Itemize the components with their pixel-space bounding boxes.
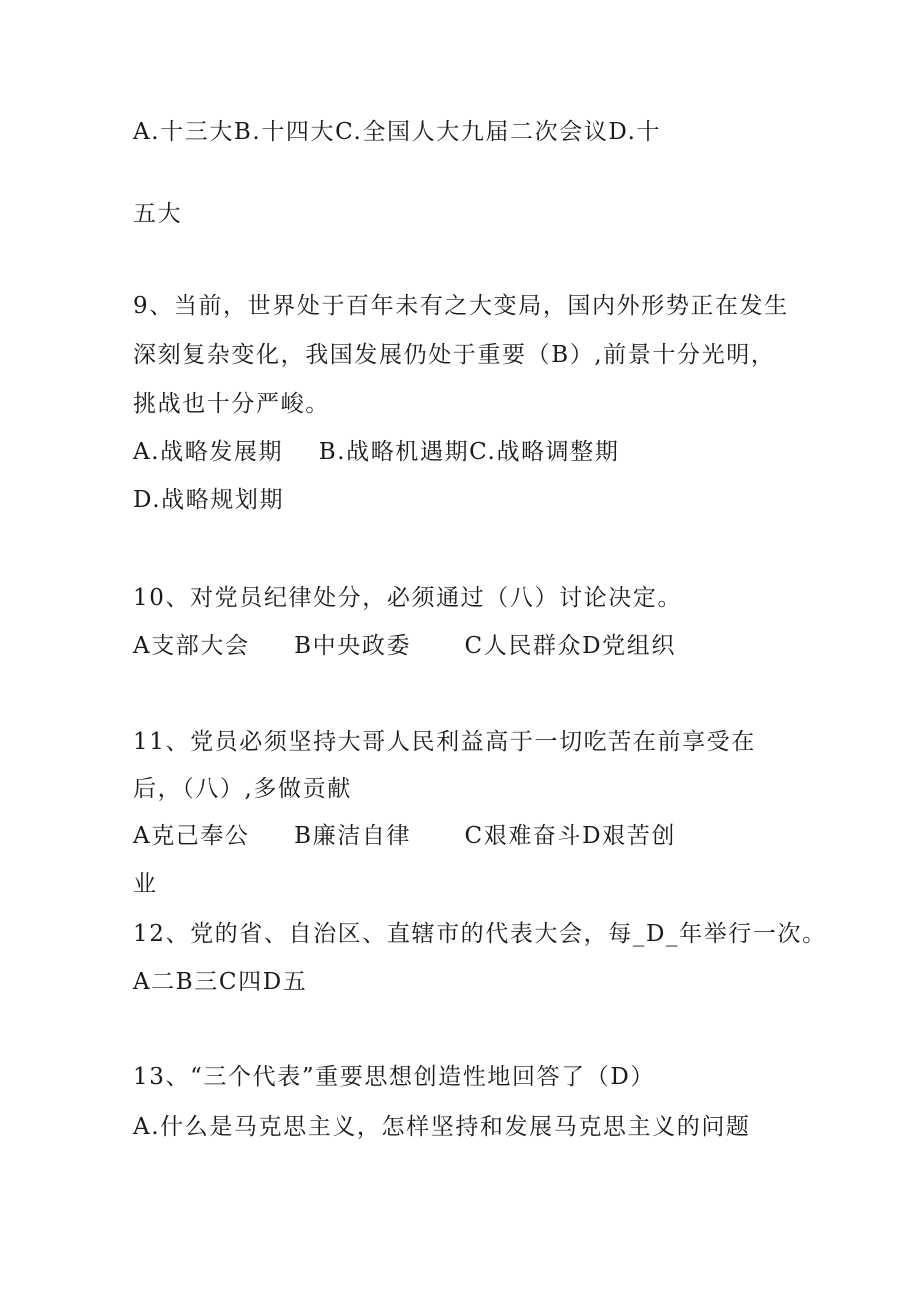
question-13-text: 13、“三个代表”重要思想创造性地回答了（D） <box>133 1064 656 1090</box>
question-9-option-d: D.战略规划期 <box>133 487 285 513</box>
question-11-options: A克己奉公 B廉洁自律 C艰难奋斗D艰苦创 <box>133 823 676 849</box>
question-9-text-line-2: 深刻复杂变化，我国发展仍处于重要（B）,前景十分光明， <box>133 342 776 368</box>
question-13-option-a: A.什么是马克思主义，怎样坚持和发展马克思主义的问题 <box>133 1114 751 1140</box>
question-12-options: A二B三C四D五 <box>133 969 308 995</box>
question-11-text-line-2: 后，（八）,多做贡献 <box>133 776 352 802</box>
question-8-options-continued: 五大 <box>133 201 183 227</box>
question-8-options: A.十三大B.十四大C.全国人大九届二次会议D.十 <box>133 119 662 145</box>
question-10-text: 10、对党员纪律处分，必须通过（八）讨论决定。 <box>133 585 683 611</box>
question-9-text-line-3: 挑战也十分严峻。 <box>133 391 330 417</box>
question-12-text: 12、党的省、自治区、直辖市的代表大会，每_D_年举行一次。 <box>133 921 827 947</box>
question-11-options-continued: 业 <box>133 871 158 897</box>
question-10-options: A支部大会 B中央政委 C人民群众D党组织 <box>133 633 676 659</box>
question-9-text: 9、当前，世界处于百年未有之大变局，国内外形势正在发生 <box>133 293 789 319</box>
question-9-options: A.战略发展期 B.战略机遇期C.战略调整期 <box>133 439 620 465</box>
question-11-text: 11、党员必须坚持大哥人民利益高于一切吃苦在前享受在 <box>133 729 756 755</box>
